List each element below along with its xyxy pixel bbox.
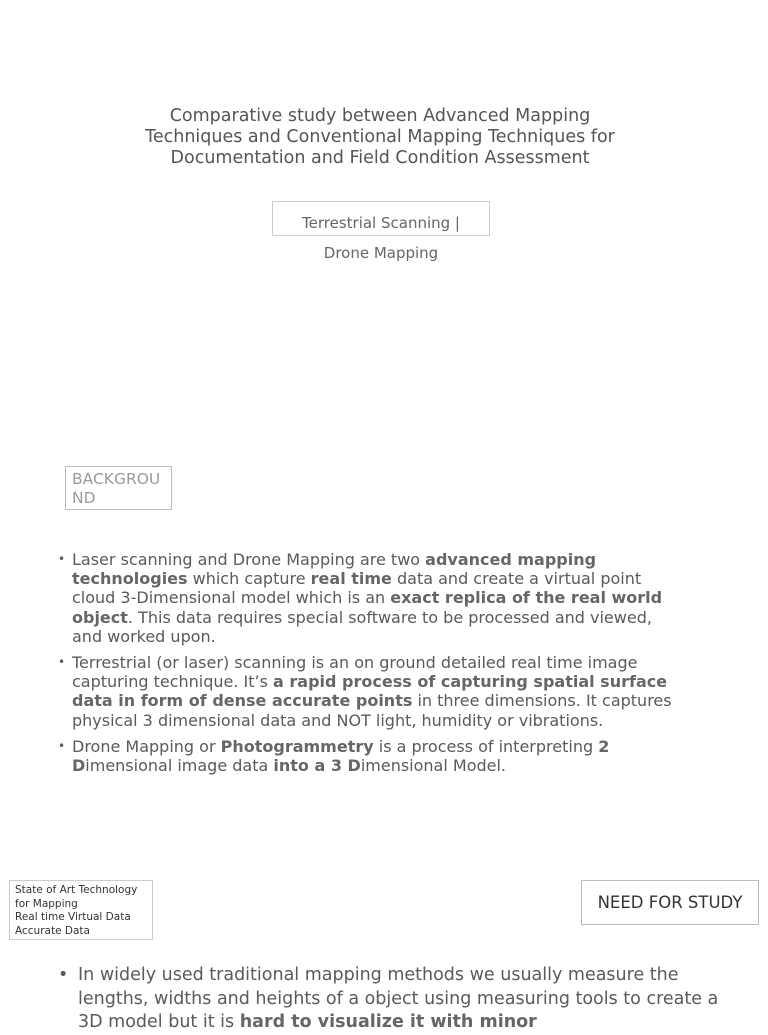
text-segment: Drone Mapping or <box>72 736 221 756</box>
state-of-art-line-2: for Mapping <box>15 897 78 910</box>
bold-text-segment: real time <box>310 569 392 589</box>
text-segment: . This data requires special software to be processed and viewed, and worked upon. <box>72 607 652 646</box>
text-segment: imensional Model. <box>360 756 507 776</box>
bullet-dot-icon: • <box>58 655 66 670</box>
bold-text-segment: Photogrammetry <box>220 736 374 756</box>
text-segment: data and create a virtual point cloud 3-Dimensional model which is an <box>72 569 642 608</box>
bold-text-segment: hard to visualize it with minor <box>239 1012 537 1032</box>
background-heading: BACKGROUND <box>65 466 172 510</box>
state-of-art-box <box>9 880 153 940</box>
subtitle-line-2: Drone Mapping <box>323 244 439 262</box>
need-for-study-heading: NEED FOR STUDY <box>581 880 759 925</box>
bold-text-segment: 2 D <box>72 736 610 776</box>
text-segment: Terrestrial (or laser) scanning is an on ground detailed real time image capturing technique. It’s <box>72 653 638 692</box>
background-bullet-list <box>56 550 676 782</box>
text-segment: which capture <box>187 569 311 589</box>
bold-text-segment: into a 3 D <box>273 756 361 776</box>
page-title: Comparative study between Advanced Mapping Techniques and Conventional Mapping Techniques for Documentation and Field Condition Assessment <box>145 106 615 168</box>
state-of-art-line-1: State of Art Technology <box>15 884 138 896</box>
bullet-dot-icon: • <box>58 552 66 566</box>
subtitle-line-1: Terrestrial Scanning | <box>302 214 460 232</box>
text-segment: Laser scanning and Drone Mapping are two <box>72 550 426 569</box>
background-bullet-item <box>56 737 676 775</box>
state-of-art-line-4: Accurate Data <box>15 924 90 937</box>
background-bullet-item <box>56 653 676 730</box>
text-segment: in three dimensions. It captures physical 3 dimensional data and NOT light, humidity or vibrations. <box>72 691 672 730</box>
bold-text-segment: advanced mapping technologies <box>72 550 597 589</box>
bullet-dot-icon: • <box>58 965 69 985</box>
text-segment: is a process of interpreting <box>373 736 599 756</box>
background-bullet-item <box>56 550 676 646</box>
state-of-art-line-3: Real time Virtual Data <box>15 911 131 923</box>
bold-text-segment: a rapid process of capturing spatial surface data in form of dense accurate points <box>72 672 668 711</box>
text-segment: imensional image data <box>85 756 274 776</box>
bold-text-segment: exact replica of the real world object <box>72 588 663 627</box>
text-segment: In widely used traditional mapping methods we usually measure the lengths, widths and heights of a object using measuring tools to create a 3D model but it is <box>78 965 719 1032</box>
bullet-dot-icon: • <box>58 738 66 753</box>
